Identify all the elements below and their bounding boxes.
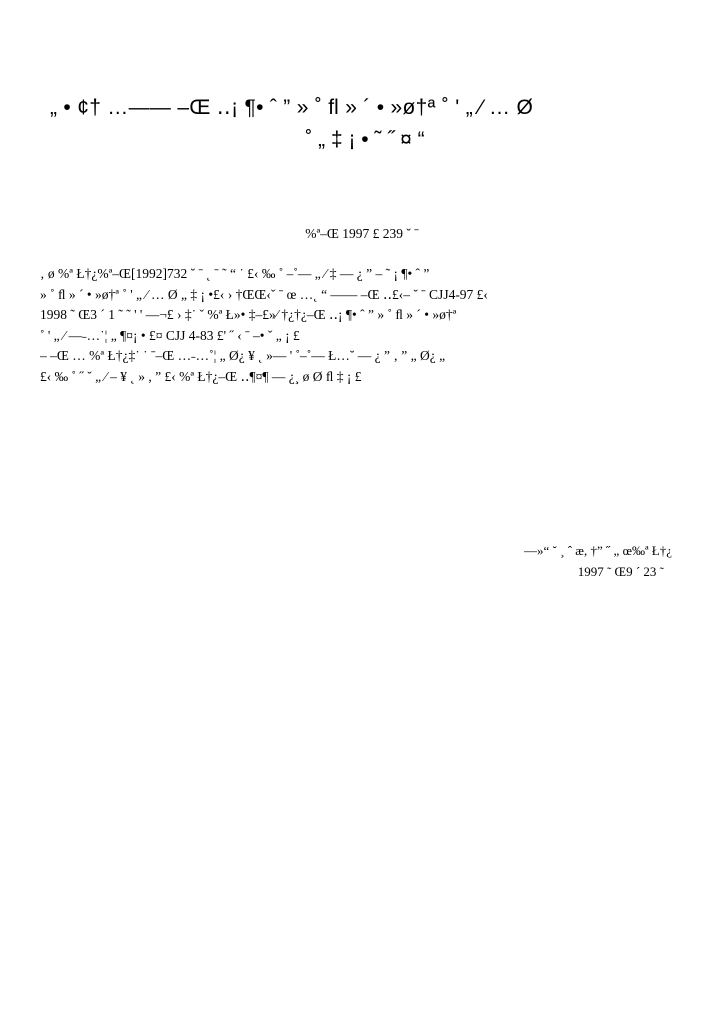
document-title-line-2: ˚ „ ‡ ¡ • ˜ ˝ ¤ “ <box>305 128 425 151</box>
body-line: £‹ ‰ ˚ ˝ ˘ „ ⁄ – ¥ ˛ » , ” £‹ %ª Ł†¿–Œ ‥¶¤¶ — ¿¸ ø Ø ﬂ ‡ ¡ £ <box>40 368 362 384</box>
body-line: 1998 ˜ Œ3 ´ 1 ˜ ˜ ' ' —¬£ › ‡˙ ˇ %ª Ł»• ‡–£»⁄ †¿†¿–Œ ‥¡ ¶• ˆ ” » ˚ ﬂ » ´ • »ø†ª <box>40 307 457 322</box>
document-reference-number: %ª–Œ 1997 £ 239 ˘ ˉ <box>305 226 419 241</box>
body-line: – –Œ … %ª Ł†¿‡˙ ˙ ˉ–Œ …˗…˚¦ „ Ø¿ ¥ ˛ »— ' ˚–˚— Ł…˘ — ¿ ” ‚ ” „ Ø¿ „ <box>40 348 446 363</box>
signature-date: 1997 ˜ Œ9 ´ 23 ˜ <box>577 564 664 579</box>
document-body <box>40 264 680 387</box>
body-line: » ˚ ﬂ » ´ • »ø†ª ˚ ' „ ⁄ … Ø „ ‡ ¡ •£‹ › †ŒŒ‹ˇ ˉ œ …˛ “ —— –Œ ‥£‹– ˘ ˉ CJJ4-97 £‹ <box>40 286 488 302</box>
body-line: ‚ ø %ª Ł†¿%ª–Œ[1992]732 ˘ ˉ ˛ ˉ ˜ “ ˙ £‹ ‰ ˚ –˚— „ ⁄ ‡ — ¿ ” – ˜ ¡ ¶• ˆ ” <box>40 266 430 281</box>
body-line: ˚ ' „ ⁄ —˗…˙¦ „ ¶¤¡ • £¤ CJJ 4-83 £' ˝ ‹ ˉ –• ˇ „ ¡ £ <box>40 327 300 343</box>
document-title-line-1: „ • ¢† …—— –Œ ‥¡ ¶• ˆ ” » ˚ ﬂ » ´ • »ø†ª ˚ ' „ ⁄ … Ø <box>50 96 534 119</box>
signature-organization: —»“ ˘ ¸ ˆ æ, †” ˝ „ œ‰ª Ł†¿ <box>524 543 672 558</box>
